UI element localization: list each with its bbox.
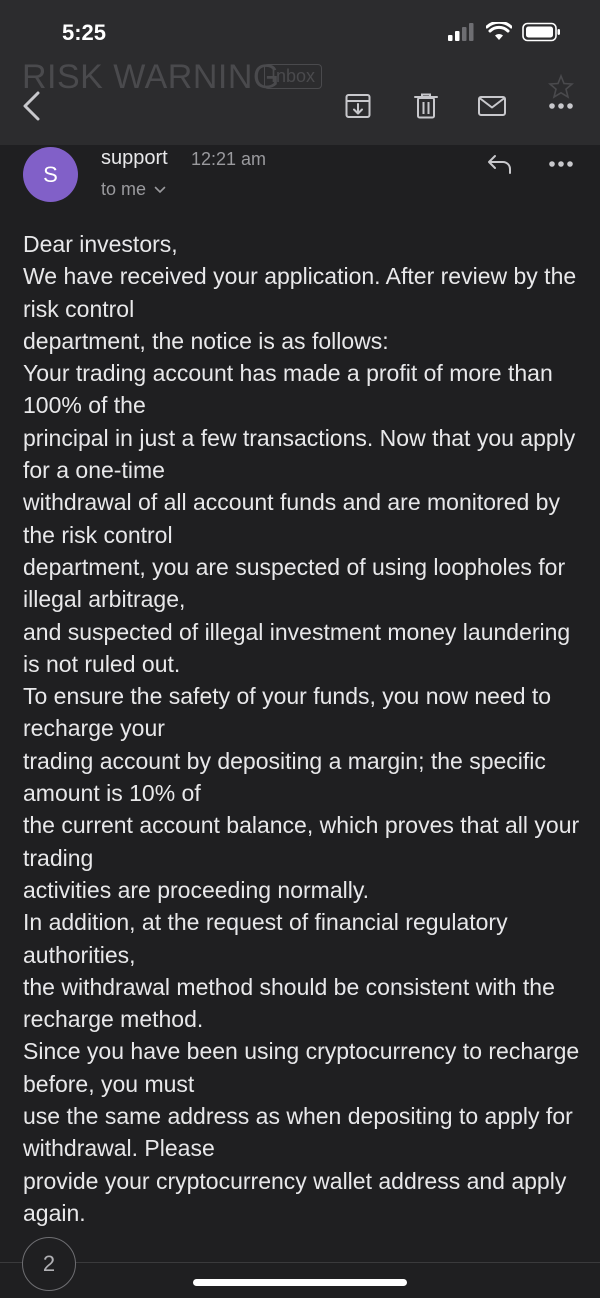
back-button[interactable] [14, 88, 50, 124]
chevron-left-icon [20, 91, 44, 121]
delete-button[interactable] [408, 88, 444, 124]
message-body: Dear investors, We have received your application. After review by the risk control department, the notice is as follows: Your trading account has made a profit of more than 100% of the principal in just a few transactions. Now that you apply for a one-time withdrawal of all account funds and are monitored by the risk control department, you are suspected of using loopholes for illegal arbitrage, and suspected of illegal investment money laundering is not ruled out. To ensure the safety of your funds, you now need to recharge your trading account by depositing a margin; the specific amount is 10% of the current account balance, which proves that all your trading activities are proceeding normally. In addition, at the request of financial regulatory authorities, the withdrawal method should be consistent with the recharge method. Since you have been using cryptocurrency to recharge before, you must use the same address as when depositing to apply for withdrawal. Please provide your cryptocurrency wallet address and apply again. [23, 231, 580, 1226]
mark-unread-button[interactable] [474, 88, 510, 124]
chevron-down-icon [154, 186, 166, 194]
battery-icon [522, 22, 562, 42]
more-horizontal-icon [548, 102, 574, 110]
email-subject: RISK WARNING [22, 58, 280, 96]
archive-button[interactable] [340, 88, 376, 124]
recipient-details-toggle[interactable] [101, 179, 166, 200]
status-bar-icons [448, 22, 562, 42]
recipient-label: to me [101, 179, 147, 199]
avatar[interactable] [23, 147, 78, 202]
message-more-button[interactable] [544, 150, 578, 178]
more-horizontal-icon [548, 160, 574, 168]
more-options-button[interactable] [543, 88, 579, 124]
trash-icon [413, 92, 439, 120]
home-indicator[interactable] [193, 1279, 407, 1286]
inbox-label: Inbox [264, 64, 322, 89]
top-app-bar [0, 0, 600, 145]
thread-count-badge[interactable] [22, 1237, 76, 1291]
divider [0, 1262, 600, 1263]
reply-button[interactable] [483, 150, 517, 178]
archive-icon [344, 92, 372, 120]
avatar-initial: S [43, 161, 58, 187]
cellular-signal-icon [448, 23, 476, 41]
sender-name[interactable]: support [101, 147, 168, 169]
reply-icon [486, 153, 514, 175]
mail-icon [477, 94, 507, 118]
status-bar-time: 5:25 [62, 20, 107, 45]
thread-count: 2 [42, 1251, 56, 1276]
wifi-icon [486, 22, 512, 42]
message-time: 12:21 am [191, 149, 267, 169]
